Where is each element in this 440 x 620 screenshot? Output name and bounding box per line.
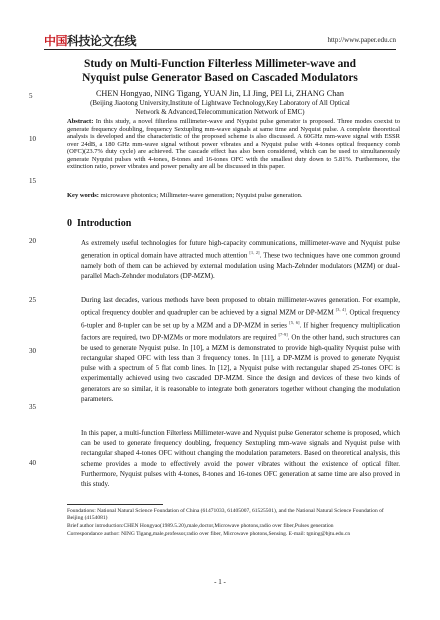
affiliation-line-2: Network & Advanced,Telecommunication Network of EMC): [135, 108, 305, 116]
journal-logo[interactable]: [44, 32, 136, 49]
paragraph-text: In this paper, a multi-function Filterless Millimeter-wave and Nyquist pulse Generator scheme is proposed, which can be used to generate frequency doubling, frequency Sextupling mm-wave signals and Nyquist pulse with rectangular shaped 4-tones OFC without changing the modulation parameters. Based on theoretical analysis, this scheme provides a mode to effectively avoid the power vibrates without the existence of optical filter. Furthermore, Nyquist pulses with 4-tones, 8-tones and 16-tones OFC generation at same time are also proved in this study.: [81, 429, 400, 489]
section-number: 0: [67, 218, 72, 229]
page-number: - 1 -: [214, 578, 226, 586]
citation[interactable]: [3, 4]: [335, 307, 346, 313]
intro-paragraph-3: [81, 428, 400, 489]
paragraph-text: . Optical frequency 6-tupler and 8-tupler can be set up by a MZM and a DP-MZM in series: [81, 308, 401, 330]
line-number: 20: [29, 237, 36, 245]
paragraph-text: During last decades, various methods have been proposed to obtain millimeter-waves generation. For example, optical frequency doubler and quadrupler can be achieved by a signal MZM or DP-MZM: [81, 296, 400, 317]
footnote-correspondence: Correspondance author: NING Tigang,male,professor,radio over fiber, Microwave photons,Sensing. E-mail: tgning@bjtu.edu.cn: [67, 531, 351, 537]
intro-paragraph-2: [81, 295, 400, 404]
citation[interactable]: [7-9]: [278, 332, 288, 338]
footnote-rule: [67, 504, 163, 505]
abstract: [67, 118, 400, 171]
citation[interactable]: [1, 2]: [249, 250, 260, 256]
section-title: Introduction: [77, 218, 132, 229]
section-heading: [67, 218, 131, 229]
title-line-1: Study on Multi-Function Filterless Millimeter-wave and: [84, 58, 356, 70]
author-list: CHEN Hongyao, NING Tigang, YUAN Jin, LI Jing, PEI Li, ZHANG Chan: [95, 89, 345, 98]
affiliation: [40, 100, 400, 117]
line-number: 40: [29, 459, 36, 467]
keywords: [67, 192, 400, 200]
logo-dark-text: 科技论文在线: [67, 34, 137, 48]
line-number: 30: [29, 347, 36, 355]
paragraph-text: . On the other hand, such structures can be used to generate Nyquist pulse. In [10], a MZM is demonstrated to provide high-quality Nyquist pulse with rectangular shaped OFC with less than 3 frequency tones. In [11], a DP-MZM is proved to generate Nyquist pulse with a spectrum of 5 flat comb lines. In [12], a Nyquist pulse with rectangular shaped 25-tones OFC is experimentally achieved using two cascaded DP-MZM. Since the design and devices of these two kinds of generators are so similar, it is reasonable to integrate both generators together without changing the modulation parameters.: [81, 333, 401, 403]
keywords-label: Key words:: [67, 192, 99, 199]
footnote-author: Brief author introduction:CHEN Hongyao(1989.5.20),male,doctor,Microwave photons,radio over fiber,Pulses generation: [67, 523, 334, 529]
citation[interactable]: [5, 6]: [289, 319, 300, 325]
paper-title: [40, 57, 400, 85]
paragraph-text: As extremely useful technologies for future high-capacity communications, millimeter-wave and Nyquist pulse generation in optical domain have attracted much attention: [81, 239, 400, 260]
intro-paragraph-1: [81, 238, 400, 281]
header-rule: [44, 49, 396, 50]
line-number: 25: [29, 296, 36, 304]
line-number: 5: [29, 92, 33, 100]
paragraph-text: . These two techniques have one common ground namely both of them can be achieved by external modulation using Mach-Zehnder modulators (MZM) or dual-parallel Mach-Zehnder modulators (DP-MZM).: [81, 251, 401, 280]
footnote-foundations: Foundations: National Natural Science Foundation of China (61471033, 61405007, 61525501), and the National Natural Science Foundation of Beijing (4154081): [67, 508, 384, 521]
logo-red-text: 中国: [44, 34, 68, 48]
affiliation-line-1: (Beijing Jiaotong University,Institute of Lightwave Technology,Key Laboratory of All Optical: [90, 100, 350, 107]
page-header: [44, 30, 396, 50]
line-number: 10: [29, 135, 36, 143]
paragraph-text: . If higher frequency multiplication factors are required, two DP-MZMs or more modulators are required: [81, 321, 401, 342]
header-url[interactable]: http://www.paper.edu.cn: [327, 36, 396, 44]
abstract-label: Abstract:: [67, 118, 94, 125]
line-number: 15: [29, 177, 36, 185]
line-number: 35: [29, 403, 36, 411]
title-line-2: Nyquist pulse Generator Based on Cascaded Modulators: [82, 72, 358, 84]
abstract-text: In this study, a novel filterless millimeter-wave and Nyquist pulse generator is proposed. Three modes coexist to generate frequency doubling, frequency Sextupling mm-wave signals at same time and Nyquist pulse. A complete theoretical analysis is developed and the characteristic of the proposed scheme is also discussed. A 60GHz mm-wave signal with ESSR over 24dB, a 180 GHz mm-wave signal without power vibrates and a Nyquist pulse with 4-tones optical frequency comb (OFC)(23.7% duty cycle) are achieved. The cascade effect has also been considered, which can be used to simultaneously generate Nyquist pulses with 4-tones, 8-tones and 16-tones OFC with the smallest duty down to 5.81%. Furthermore, the extinction ratio, power vibrates and power penalty are all be discussed in this paper.: [67, 118, 400, 171]
footnotes: [67, 508, 400, 539]
keywords-text: microwave photonics; Millimeter-wave generation; Nyquist pulse generation.: [98, 192, 303, 199]
